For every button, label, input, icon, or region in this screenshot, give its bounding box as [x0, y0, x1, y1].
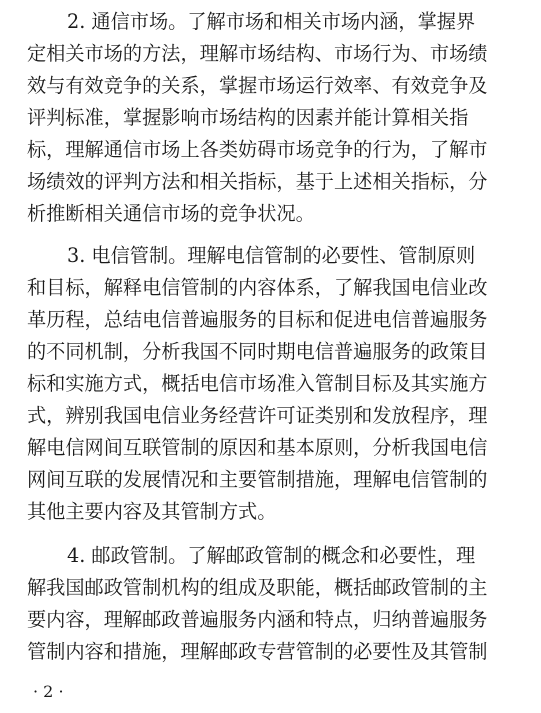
section-2-text-line: 标，理解通信市场上各类妨碍市场竞争的行为，了解市: [27, 138, 488, 161]
section-4-text-line: 要内容，理解邮政普遍服务内涵和特点，归纳普遍服务: [27, 608, 488, 631]
section-3-text-line: 其他主要内容及其管制方式。: [27, 500, 277, 523]
section-2-text-line: 析推断相关通信市场的竞争状况。: [27, 202, 315, 225]
section-3-text-line: 解电信网间互联管制的原因和基本原则，分析我国电信: [27, 436, 488, 459]
section-3-text-line: 网间互联的发展情况和主要管制措施，理解电信管制的: [27, 468, 488, 491]
page-number: · 2 ·: [33, 682, 64, 701]
section-4-text-line: 解我国邮政管制机构的组成及职能，概括邮政管制的主: [27, 576, 488, 599]
section-3-text-line: 的不同机制，分析我国不同时期电信普遍服务的政策目: [27, 340, 488, 363]
section-3-text-line: 和目标，解释电信管制的内容体系，了解我国电信业改: [27, 276, 488, 299]
section-2-text-line: 定相关市场的方法，理解市场结构、市场行为、市场绩: [27, 42, 488, 65]
section-3-text-line: 标和实施方式，概括电信市场准入管制目标及其实施方: [27, 372, 488, 395]
section-2-text-line: 效与有效竞争的关系，掌握市场运行效率、有效竞争及: [27, 74, 488, 97]
section-3-text-line: 式，辨别我国电信业务经营许可证类别和发放程序，理: [27, 404, 488, 427]
section-2-heading-line: 2. 通信市场。了解市场和相关市场内涵，掌握界: [67, 10, 476, 33]
section-4-heading-line: 4. 邮政管制。了解邮政管制的概念和必要性，理: [67, 544, 476, 567]
section-3-heading-line: 3. 电信管制。理解电信管制的必要性、管制原则: [67, 244, 476, 267]
section-2-text-line: 评判标准，掌握影响市场结构的因素并能计算相关指: [27, 106, 469, 129]
section-2-text-line: 场绩效的评判方法和相关指标，基于上述相关指标，分: [27, 170, 488, 193]
section-4-text-line: 管制内容和措施，理解邮政专营管制的必要性及其管制: [27, 640, 488, 663]
section-3-text-line: 革历程，总结电信普遍服务的目标和促进电信普遍服务: [27, 308, 488, 331]
